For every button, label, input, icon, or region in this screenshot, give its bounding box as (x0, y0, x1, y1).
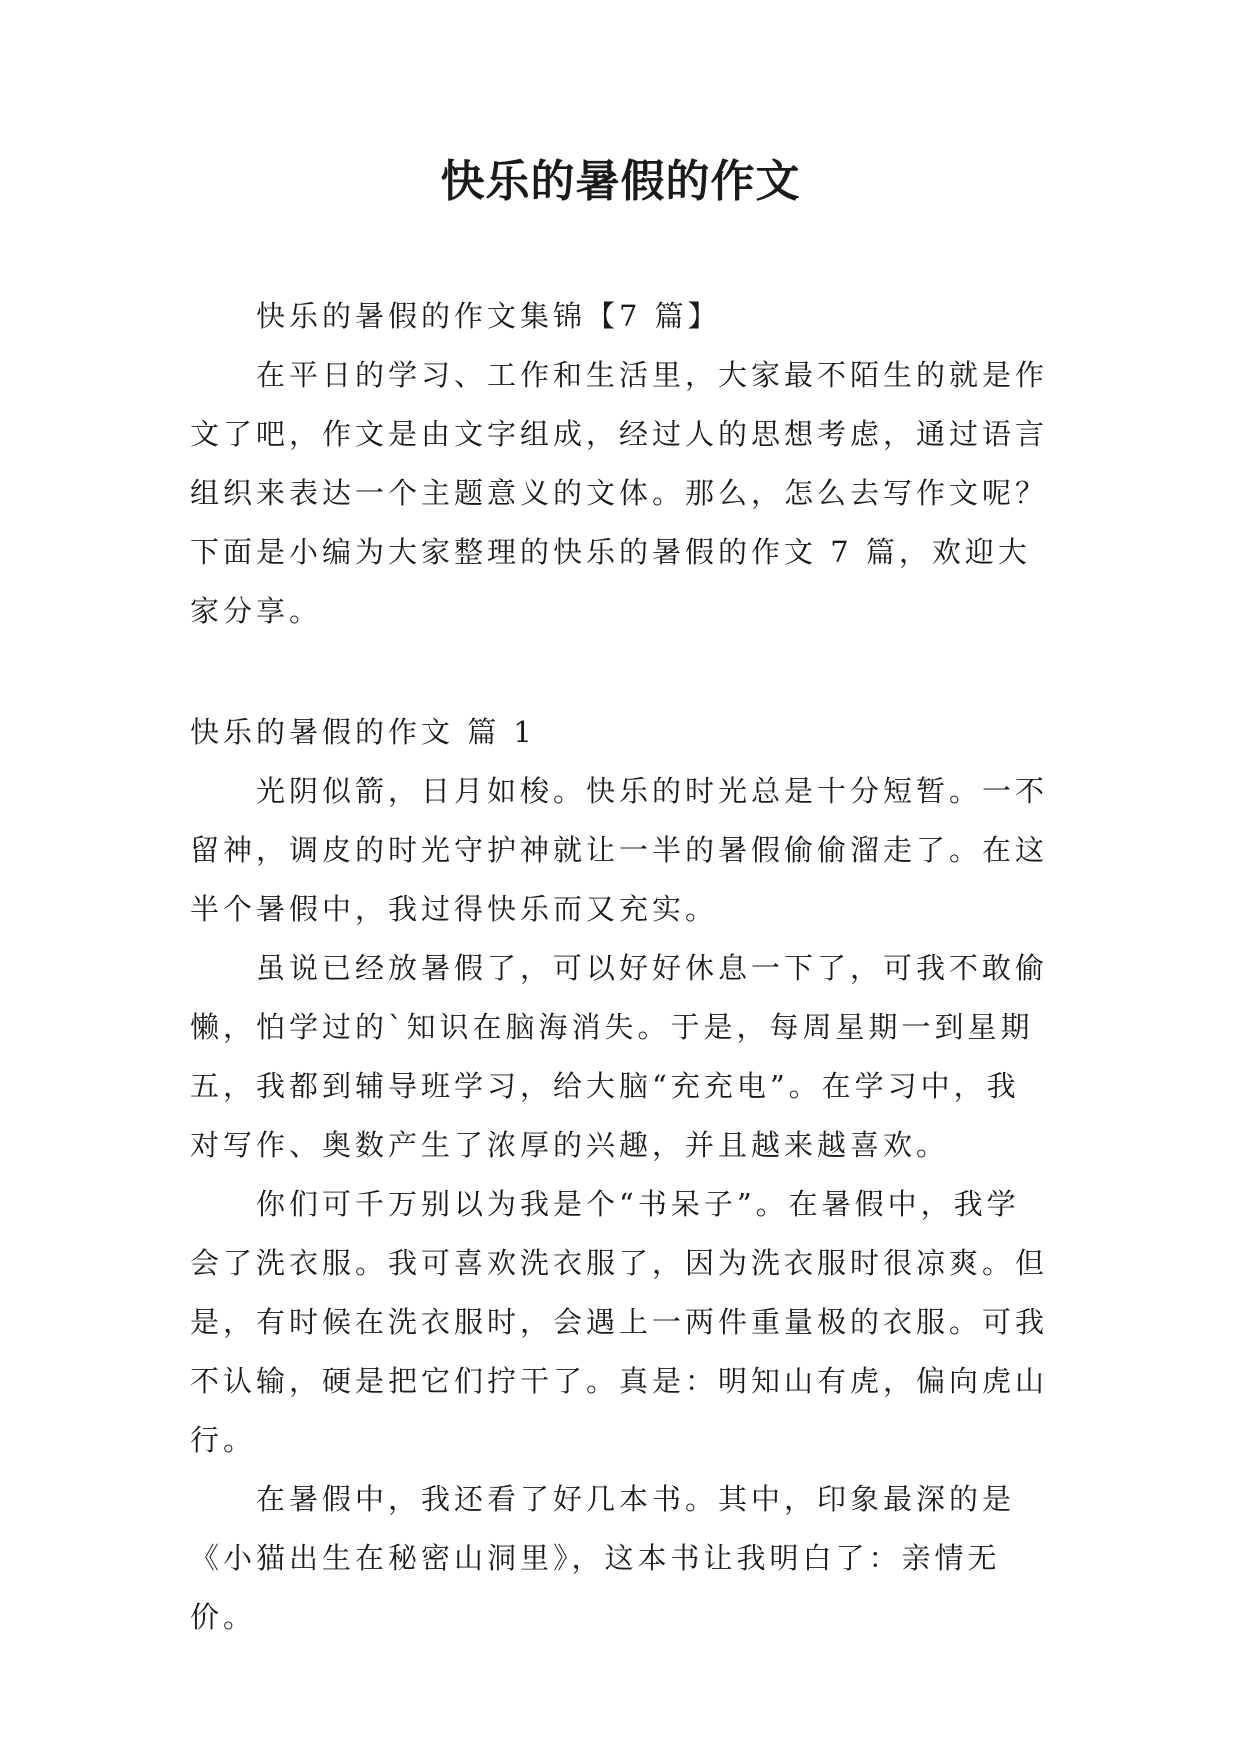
document-title: 快乐的暑假的作文 (440, 156, 801, 207)
collection-title: 快乐的暑假的作文集锦【7 篇】 (256, 299, 721, 333)
essay-paragraph-3: 你们可千万别以为我是个“书呆子”。在暑假中，我学会了洗衣服。我可喜欢洗衣服了，因为洗衣服时很凉爽。但是，有时候在洗衣服时，会遇上一两件重量极的衣服。可我不认输，硬是把它们拧干了。真是：明知山有虎，偏向虎山行。 (190, 1187, 1049, 1457)
intro-paragraph: 在平日的学习、工作和生活里，大家最不陌生的就是作文了吧，作文是由文字组成，经过人的思想考虑，通过语言组织来表达一个主题意义的文体。那么，怎么去写作文呢？下面是小编为大家整理的快乐的暑假的作文 7 篇，欢迎大家分享。 (190, 358, 1049, 628)
essay-heading: 快乐的暑假的作文 篇 1 (190, 715, 536, 749)
document-body (190, 287, 1050, 1647)
essay-paragraph-2: 虽说已经放暑假了，可以好好休息一下了，可我不敢偷懒，怕学过的`知识在脑海消失。于是，每周星期一到星期五，我都到辅导班学习，给大脑“充充电”。在学习中，我对写作、奥数产生了浓厚的兴趣，并且越来越喜欢。 (190, 951, 1049, 1162)
essay-paragraph-1: 光阴似箭，日月如梭。快乐的时光总是十分短暂。一不留神，调皮的时光守护神就让一半的暑假偷偷溜走了。在这半个暑假中，我过得快乐而又充实。 (190, 774, 1049, 926)
essay-paragraph-4: 在暑假中，我还看了好几本书。其中，印象最深的是《小猫出生在秘密山洞里》，这本书让我明白了：亲情无价。 (190, 1482, 1016, 1634)
section-spacer (190, 641, 1050, 703)
